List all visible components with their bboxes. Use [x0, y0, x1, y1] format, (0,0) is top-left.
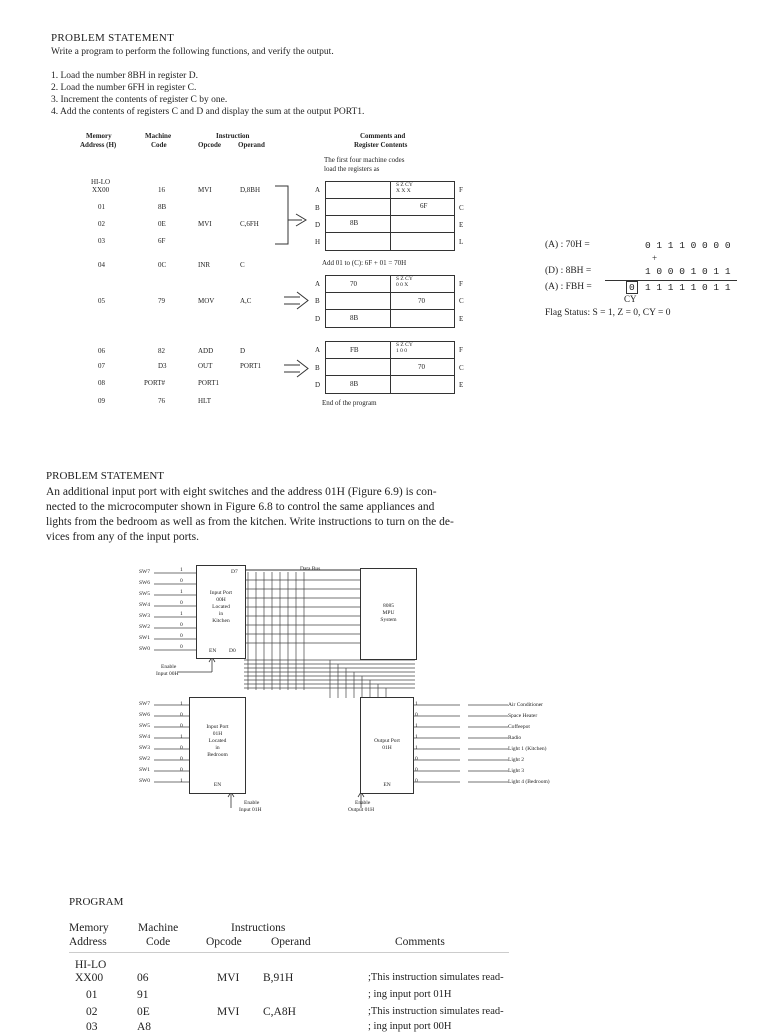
p1-row-operand: D,8BH: [240, 186, 261, 194]
switch-bit-bottom: 0: [180, 723, 183, 729]
p1-row-address: XX00: [92, 186, 110, 194]
output-bit: 1: [415, 701, 418, 707]
prog-row-code: A8: [137, 1021, 152, 1033]
double-arrow-3: [282, 358, 312, 380]
p1-row-address: 09: [98, 397, 105, 405]
header-address: Address (H): [80, 141, 117, 149]
switch-bit-bottom: 0: [180, 712, 183, 718]
output-bit: 0: [415, 712, 418, 718]
switch-label-top: SW1: [139, 635, 150, 641]
prog-row-address: XX00: [75, 972, 104, 984]
p1-row-code: PORT#: [144, 379, 165, 387]
header-machine: Machine: [145, 132, 172, 140]
output-bit: 1: [415, 723, 418, 729]
input-port-01-box: Input Port 01H Located in Bedroom EN: [189, 697, 246, 794]
reg2-c: 70: [418, 297, 425, 305]
carry-box: 0: [626, 281, 638, 294]
switch-label-top: SW5: [139, 591, 150, 597]
switch-label-bottom: SW4: [139, 734, 150, 740]
prog-header-rule: [69, 952, 509, 953]
program-heading: PROGRAM: [69, 896, 124, 908]
p1-row-address: 04: [98, 261, 105, 269]
prog-header-opcode: Opcode: [206, 936, 242, 948]
header-memory: Memory: [86, 132, 112, 140]
bracket-arrow-1: [270, 180, 320, 250]
device-label: Light 1 (Kitchen): [508, 746, 547, 752]
switch-label-bottom: SW0: [139, 778, 150, 784]
prog-row-comment: ; ing input port 01H: [368, 989, 452, 1000]
p1-row-opcode: INR: [198, 261, 211, 269]
reg2-d: 8B: [350, 314, 359, 322]
header-comments: Comments and: [360, 132, 406, 140]
switch-bit-bottom: 1: [180, 701, 183, 707]
switch-label-top: SW2: [139, 624, 150, 630]
switch-label-bottom: SW6: [139, 712, 150, 718]
p1-row-code: 76: [158, 397, 165, 405]
data-bus-label: Data Bus: [300, 566, 321, 572]
switch-label-top: SW7: [139, 569, 150, 575]
p1-row-code: 6F: [158, 237, 166, 245]
problem1-heading: PROBLEM STATEMENT: [51, 32, 175, 44]
prog-row-address: 03: [86, 1021, 98, 1033]
reg3-c: 70: [418, 363, 425, 371]
p1-row-address: 05: [98, 297, 105, 305]
header-code: Code: [151, 141, 167, 149]
prog-row-address: 01: [86, 989, 98, 1001]
switch-bit-top: 0: [180, 578, 183, 584]
enable-input-00: Enable: [161, 664, 177, 670]
p1-row-opcode: ADD: [198, 347, 214, 355]
switch-bit-top: 0: [180, 622, 183, 628]
header-instruction: Instruction: [216, 132, 250, 140]
end-note: End of the program: [322, 399, 377, 407]
p1-row-address: 08: [98, 379, 105, 387]
p1-row-code: D3: [158, 362, 167, 370]
note-first: The first four machine codes: [324, 156, 405, 164]
reg2-flags: S Z CY: [396, 276, 413, 282]
add-note: Add 01 to (C): 6F + 01 = 70H: [322, 259, 407, 267]
switch-label-top: SW6: [139, 580, 150, 586]
device-label: Light 3: [508, 768, 525, 774]
prog-header-operand: Operand: [271, 936, 311, 948]
p1-row-address: 07: [98, 362, 105, 370]
p1-row-code: 79: [158, 297, 165, 305]
header-register-contents: Register Contents: [354, 141, 408, 149]
prog-row-comment: ; ing input port 00H: [368, 1021, 452, 1032]
prog-header-instructions: Instructions: [231, 922, 286, 934]
switch-label-bottom: SW1: [139, 767, 150, 773]
prog-row-comment: ;This instruction simulates read-: [368, 972, 504, 983]
problem1-step-2: 2. Load the number 6FH in register C.: [51, 83, 197, 93]
input-port-00-box: D7 Input Port 00H Located in Kitchen EN D0: [196, 565, 246, 659]
device-label: Air Conditioner: [508, 702, 543, 708]
prog-header-address: Address: [69, 936, 107, 948]
reg1-c: 6F: [420, 202, 428, 210]
note-second: load the registers as: [324, 165, 380, 173]
mpu-box: 8085 MPU System: [360, 568, 417, 660]
p1-row-opcode: MVI: [198, 220, 212, 228]
switch-label-bottom: SW7: [139, 701, 150, 707]
device-label: Coffeepot: [508, 724, 530, 730]
switch-label-top: SW4: [139, 602, 150, 608]
enable-input-01: Enable: [244, 800, 260, 806]
prog-row-opcode: MVI: [217, 1006, 240, 1018]
prog-row-code: 0E: [137, 1006, 150, 1018]
problem2-text-2: nected to the microcomputer shown in Figure 6.8 to control the same appliances and: [46, 501, 435, 513]
hilo-label: HI-LO: [91, 178, 111, 186]
problem1-step-1: 1. Load the number 8BH in register D.: [51, 71, 198, 81]
switch-bit-top: 1: [180, 589, 183, 595]
enable-output-01: Enable: [355, 800, 371, 806]
switch-bit-bottom: 0: [180, 745, 183, 751]
p1-row-operand: C: [240, 261, 245, 269]
switch-bit-bottom: 1: [180, 778, 183, 784]
p1-row-code: 0C: [158, 261, 167, 269]
switch-bit-top: 0: [180, 633, 183, 639]
switch-label-top: SW0: [139, 646, 150, 652]
p1-row-opcode: PORT1: [198, 379, 219, 387]
p1-row-address: 01: [98, 203, 105, 211]
prog-row-code: 91: [137, 989, 149, 1001]
device-label: Space Heater: [508, 713, 538, 719]
p1-row-code: 82: [158, 347, 165, 355]
switch-label-top: SW3: [139, 613, 150, 619]
output-port-01-box: Output Port 01H EN: [360, 697, 414, 794]
prog-row-operand: B,91H: [263, 972, 294, 984]
switch-bit-bottom: 1: [180, 734, 183, 740]
p1-row-operand: A,C: [240, 297, 252, 305]
reg1-d: 8B: [350, 219, 359, 227]
switch-bit-top: 0: [180, 644, 183, 650]
prog-header-code: Code: [146, 936, 171, 948]
p1-row-code: 16: [158, 186, 165, 194]
switch-label-bottom: SW2: [139, 756, 150, 762]
header-opcode: Opcode: [198, 141, 221, 149]
reg3-a: FB: [350, 346, 359, 354]
reg2-a: 70: [350, 280, 357, 288]
p1-row-address: 02: [98, 220, 105, 228]
output-bit: 1: [415, 745, 418, 751]
prog-row-operand: C,A8H: [263, 1006, 296, 1018]
switch-label-bottom: SW3: [139, 745, 150, 751]
prog-row-comment: ;This instruction simulates read-: [368, 1006, 504, 1017]
p1-row-opcode: MOV: [198, 297, 215, 305]
problem1-step-4: 4. Add the contents of registers C and D and display the sum at the output PORT1.: [51, 107, 365, 117]
p1-row-code: 8B: [158, 203, 167, 211]
flag-status: Flag Status: S = 1, Z = 0, CY = 0: [545, 308, 671, 318]
problem1-intro: Write a program to perform the following functions, and verify the output.: [51, 47, 334, 57]
header-operand: Operand: [238, 141, 265, 149]
problem2-heading: PROBLEM STATEMENT: [46, 470, 164, 482]
output-bit: 0: [415, 767, 418, 773]
output-bit: 0: [415, 756, 418, 762]
problem2-text-1: An additional input port with eight switches and the address 01H (Figure 6.9) is con-: [46, 486, 437, 498]
p1-row-opcode: MVI: [198, 186, 212, 194]
reg1-flag-values: X X X: [396, 188, 411, 194]
output-bit: 1: [415, 734, 418, 740]
prog-row-opcode: MVI: [217, 972, 240, 984]
prog-hilo: HI-LO: [75, 959, 107, 971]
p1-row-operand: C,6FH: [240, 220, 259, 228]
output-bit: 0: [415, 778, 418, 784]
problem2-text-4: vices from any of the input ports.: [46, 531, 199, 543]
switch-label-bottom: SW5: [139, 723, 150, 729]
switch-bit-top: 0: [180, 600, 183, 606]
p1-row-operand: PORT1: [240, 362, 261, 370]
prog-header-comments: Comments: [395, 936, 445, 948]
double-arrow-2: [282, 290, 312, 312]
switch-bit-bottom: 0: [180, 767, 183, 773]
p1-row-opcode: HLT: [198, 397, 211, 405]
reg3-flag-values: 1 0 0: [396, 348, 407, 354]
reg2-flag-values: 0 0 X: [396, 282, 409, 288]
p1-row-opcode: OUT: [198, 362, 213, 370]
p1-row-address: 03: [98, 237, 105, 245]
reg3-d: 8B: [350, 380, 359, 388]
problem1-step-3: 3. Increment the contents of register C by one.: [51, 95, 228, 105]
switch-bit-top: 1: [180, 611, 183, 617]
prog-row-address: 02: [86, 1006, 98, 1018]
p1-row-code: 0E: [158, 220, 166, 228]
switch-bit-bottom: 0: [180, 756, 183, 762]
device-label: Light 2: [508, 757, 525, 763]
switch-bit-top: 1: [180, 567, 183, 573]
device-label: Radio: [508, 735, 522, 741]
p1-row-operand: D: [240, 347, 246, 355]
problem2-text-3: lights from the bedroom as well as from the kitchen. Write instructions to turn on the de-: [46, 516, 454, 528]
reg3-flags: S Z CY: [396, 342, 413, 348]
prog-row-code: 06: [137, 972, 149, 984]
reg1-flags: S Z CY: [396, 182, 413, 188]
prog-header-memory: Memory: [69, 922, 109, 934]
prog-header-machine: Machine: [138, 922, 179, 934]
p1-row-address: 06: [98, 347, 105, 355]
device-label: Light 4 (Bedroom): [508, 779, 550, 785]
